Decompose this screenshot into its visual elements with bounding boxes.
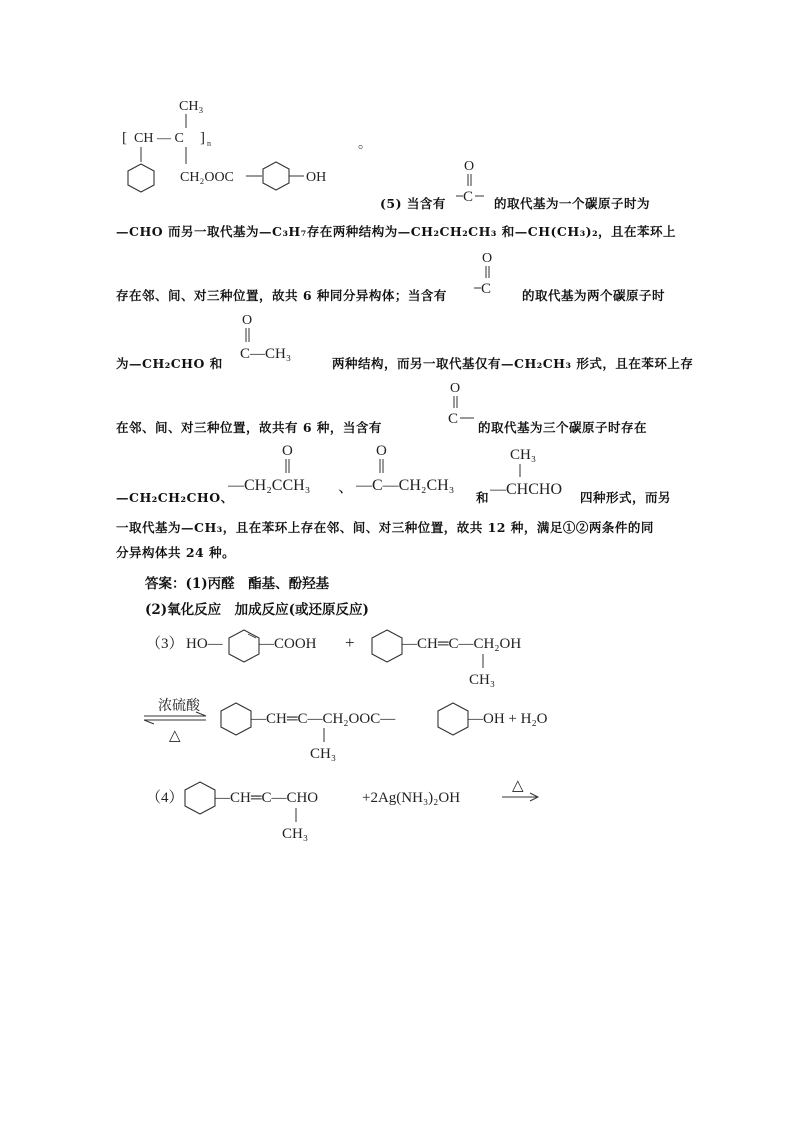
eq3-label: （3） [146,636,184,652]
acetyl-text: C—CH₃ [240,346,292,362]
para5-line4-b: 两种结构，而另一取代基仅有—CH₂CH₃ 形式，且在苯环上存 [332,356,694,371]
carbonyl-group [456,156,496,206]
arrow-icon [144,720,154,724]
benzene-ring-icon [221,703,251,735]
para5-line7: 一取代基为—CH₃，且在苯环上存在邻、间、对三种位置，故共 12 种，满足①②两条件的同 [116,520,654,535]
eq3-plus: + [345,633,355,652]
polymer-structure [116,92,376,202]
para5-line5-b: 的取代基为三个碳原子时存在 [478,420,648,435]
para5-line1-b: 的取代基为一个碳原子时为 [494,196,651,211]
carbonyl-c: C [481,281,492,297]
eq3-heat: △ [169,728,181,744]
para5-line6-and: 和 [476,490,490,505]
formula-butanone-group [228,440,340,498]
eq3-catalyst: 浓硫酸 [158,699,200,714]
polymer-ch3: CH₃ [179,99,204,114]
para5-line4-a: 为—CH₂CHO 和 [116,356,223,371]
equation-3-products [140,694,660,766]
equation-4 [140,772,560,844]
para5-line2: —CHO 而另一取代基为—C₃H₇存在两种结构为—CH₂CH₂CH₃ 和—CH(CH₃)₂，且在苯环上 [116,224,677,239]
arrow-icon [196,712,206,716]
eq4-heat: △ [512,778,524,794]
eq3-prod-chain: —CH═C—CH₂OOC— [251,711,396,727]
bracket-close: ] [200,130,205,146]
eq3-ho: HO— [186,636,223,652]
para5-line6-a: —CH₂CH₂CHO、 [116,490,234,505]
eq3-ch3: CH₃ [469,672,496,688]
acetyl-group [236,310,326,364]
formula-2-text: —C—CH₂CH₃ [356,477,455,494]
carbonyl-o: O [376,443,387,459]
eq3-prod-end: —OH + H₂O [468,711,548,727]
carbonyl-o: O [450,381,461,396]
para5-line8: 分异构体共 24 种。 [116,545,236,560]
formula-methylacetaldehyde-group [490,440,582,498]
para5-line6-b: 四种形式，而另 [580,490,672,505]
para5-line3-a: 存在邻、间、对三种位置，故共 6 种同分异构体；当含有 [116,288,447,303]
polymer-oh: OH [306,170,327,185]
answer-1: 答案：(1)丙醛 酯基、酚羟基 [145,576,330,592]
benzene-ring-icon [438,703,468,735]
para5-line1-a: (5) 当含有 [380,196,446,211]
polymer-backbone: CH — C [134,131,184,146]
eq4-ch3: CH₃ [282,826,309,842]
carbonyl-group [474,248,514,298]
benzene-ring-icon [128,164,154,192]
answer-2: (2)氧化反应 加成反应(或还原反应) [145,602,369,618]
formula-propanoyl-group [356,440,476,498]
polymer-ester: CH₂OOC [180,170,234,185]
carbonyl-o: O [464,159,475,174]
carbonyl-c: C [448,411,459,427]
benzene-ring-icon [263,162,289,190]
eq4-label: （4） [146,790,184,806]
benzene-ring-icon [372,630,402,662]
eq4-reagent: +2Ag(NH₃)₂OH [362,790,461,806]
formula-1-text: —CH₂CCH₃ [228,477,311,494]
eq4-chain: —CH═C—CHO [215,790,319,806]
polymer-n: n [207,139,211,148]
eq3-chain: —CH═C—CH₂OH [402,636,522,652]
equation-3-reactants [140,622,660,694]
para5-line5-a: 在邻、间、对三种位置，故共有 6 种，当含有 [116,420,382,435]
bracket-open: [ [122,130,127,146]
eq3-prod-ch3: CH₃ [310,746,337,762]
polymer-period: 。 [358,137,372,152]
carbonyl-o: O [482,251,493,266]
carbonyl-o: O [242,313,253,328]
carbonyl-o: O [282,443,293,459]
carbonyl-c: C [463,189,474,205]
para5-line3-b: 的取代基为两个碳原子时 [522,288,666,303]
benzene-ring-icon [229,630,259,662]
formula-3-ch3: CH₃ [510,447,537,463]
para5-line6-sep: 、 [338,479,355,496]
eq3-cooh: —COOH [259,636,317,652]
formula-3-text: —CHCHO [490,481,563,498]
benzene-ring-icon [185,782,215,814]
